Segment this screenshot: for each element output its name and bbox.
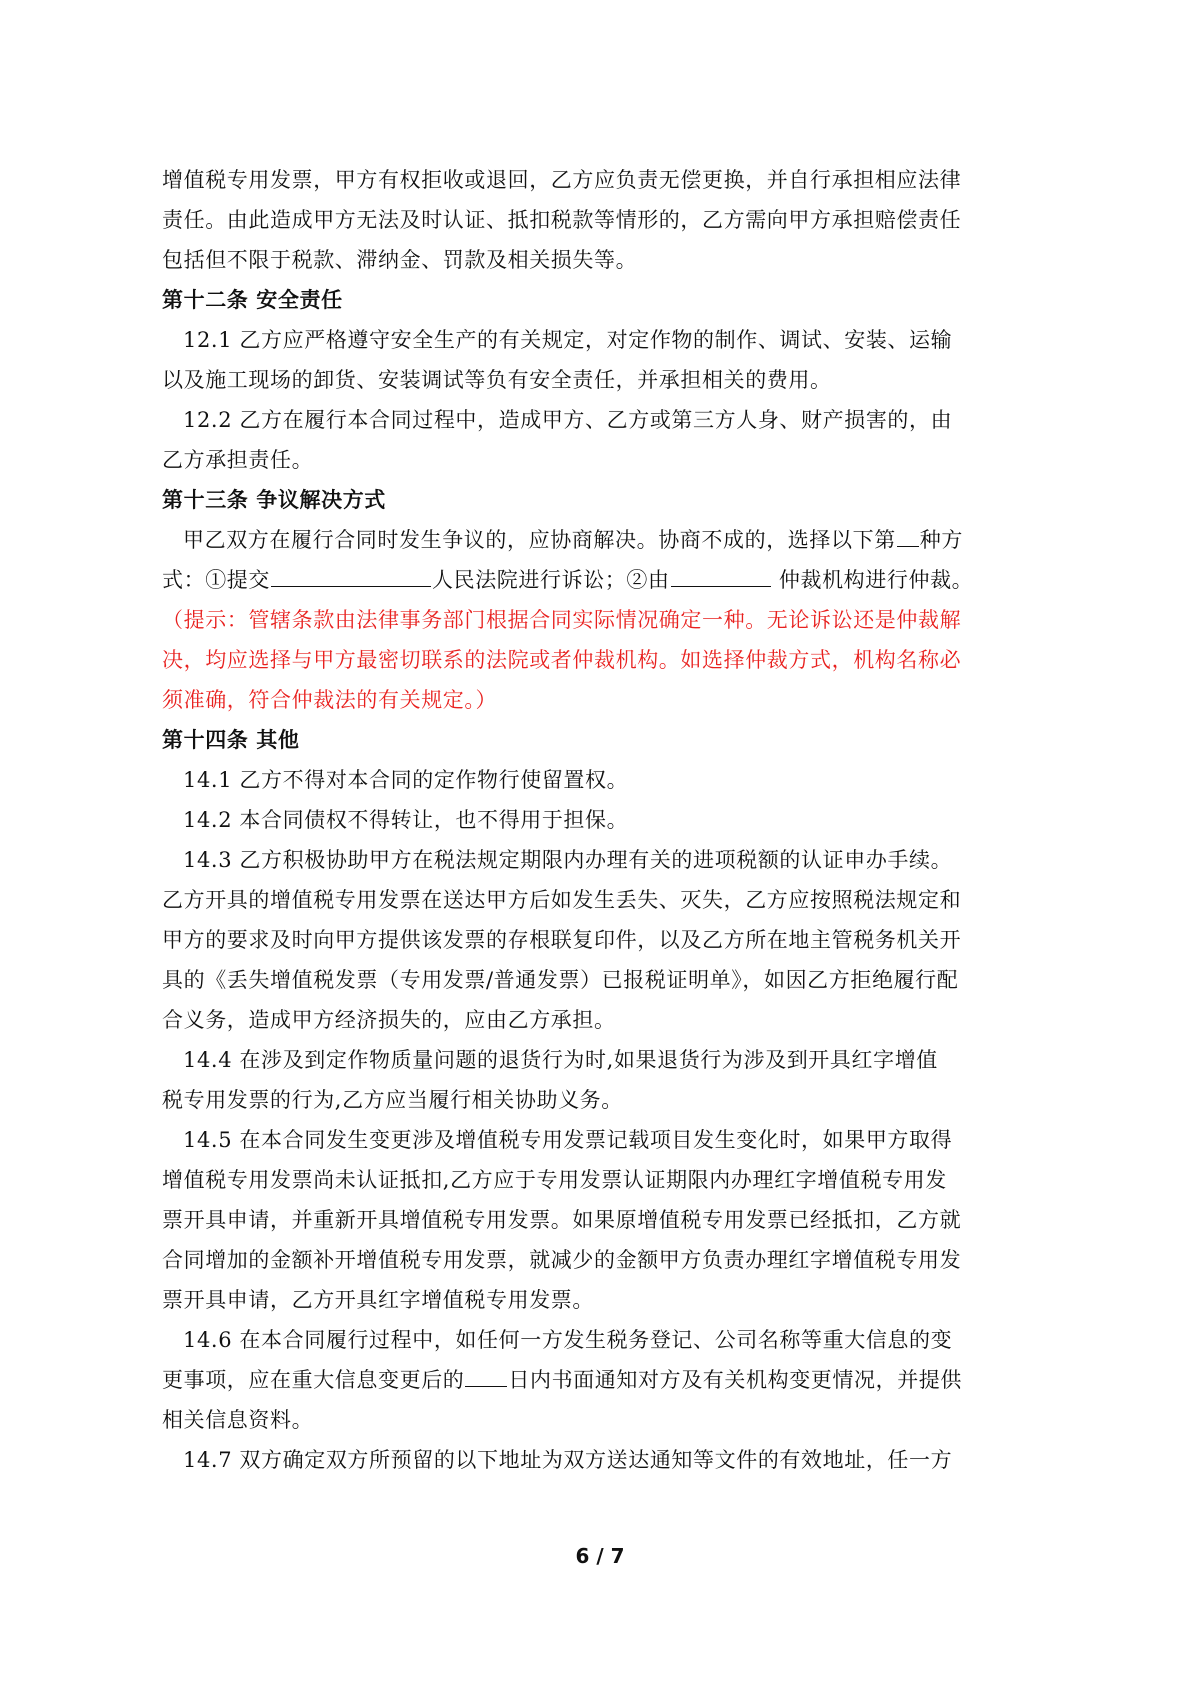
article-13-text: 甲乙双方在履行合同时发生争议的，应协商解决。协商不成的，选择以下第	[183, 528, 896, 552]
article-13-text: 种方	[919, 528, 963, 552]
clause-14-3-line: 甲方的要求及时向甲方提供该发票的存根联复印件，以及乙方所在地主管税务机关开	[162, 928, 962, 952]
clause-14-5-line: 合同增加的金额补开增值税专用发票，就减少的金额甲方负责办理红字增值税专用发	[162, 1248, 962, 1272]
clause-14-5-line: 14.5 在本合同发生变更涉及增值税专用发票记载项目发生变化时，如果甲方取得	[183, 1128, 953, 1152]
article-14-heading: 第十四条 其他	[162, 728, 300, 752]
clause-14-6-line: 相关信息资料。	[162, 1408, 314, 1432]
clause-14-3-line: 合义务，造成甲方经济损失的，应由乙方承担。	[162, 1008, 616, 1032]
clause-14-5-line: 票开具申请，乙方开具红字增值税专用发票。	[162, 1288, 594, 1312]
clause-12-2-line: 乙方承担责任。	[162, 448, 314, 472]
article-13-line	[162, 560, 1062, 600]
jurisdiction-note-line: 须准确，符合仲裁法的有关规定。）	[162, 688, 498, 712]
court-name-blank	[271, 564, 431, 587]
clause-14-7-line: 14.7 双方确定双方所预留的以下地址为双方送达通知等文件的有效地址，任一方	[183, 1448, 953, 1472]
clause-12-2-line: 12.2 乙方在履行本合同过程中，造成甲方、乙方或第三方人身、财产损害的，由	[183, 408, 953, 432]
clause-14-5-line: 票开具申请，并重新开具增值税专用发票。如果原增值税专用发票已经抵扣，乙方就	[162, 1208, 962, 1232]
body-text-line: 增值税专用发票，甲方有权拒收或退回，乙方应负责无偿更换，并自行承担相应法律	[162, 168, 962, 192]
jurisdiction-note-line: 决，均应选择与甲方最密切联系的法院或者仲裁机构。如选择仲裁方式，机构名称必	[162, 648, 962, 672]
clause-14-3-line: 14.3 乙方积极协助甲方在税法规定期限内办理有关的进项税额的认证申办手续。	[183, 848, 953, 872]
article-13-text: 式：①提交	[162, 568, 270, 592]
clause-14-3-line: 乙方开具的增值税专用发票在送达甲方后如发生丢失、灭失，乙方应按照税法规定和	[162, 888, 962, 912]
option-number-blank	[897, 524, 919, 547]
clause-12-1-line: 以及施工现场的卸货、安装调试等负有安全责任，并承担相关的费用。	[162, 368, 832, 392]
clause-14-5-line: 增值税专用发票尚未认证抵扣,乙方应于专用发票认证期限内办理红字增值税专用发	[162, 1168, 947, 1192]
clause-14-6-text: 日内书面通知对方及有关机构变更情况，并提供	[508, 1368, 963, 1392]
body-text-line: 责任。由此造成甲方无法及时认证、抵扣税款等情形的，乙方需向甲方承担赔偿责任	[162, 208, 962, 232]
clause-14-2-line: 14.2 本合同债权不得转让，也不得用于担保。	[183, 808, 629, 832]
notice-days-blank	[465, 1364, 507, 1387]
article-13-line	[162, 520, 1062, 560]
clause-14-6-line: 14.6 在本合同履行过程中，如任何一方发生税务登记、公司名称等重大信息的变	[183, 1328, 953, 1352]
clause-14-4-line: 14.4 在涉及到定作物质量问题的退货行为时,如果退货行为涉及到开具红字增值	[183, 1048, 938, 1072]
clause-14-1-line: 14.1 乙方不得对本合同的定作物行使留置权。	[183, 768, 629, 792]
body-text-line: 包括但不限于税款、滞纳金、罚款及相关损失等。	[162, 248, 638, 272]
clause-14-3-line: 具的《丢失增值税发票（专用发票/普通发票）已报税证明单》，如因乙方拒绝履行配	[162, 968, 959, 992]
clause-14-4-line: 税专用发票的行为,乙方应当履行相关协助义务。	[162, 1088, 623, 1112]
article-13-text: 仲裁机构进行仲裁。	[771, 568, 974, 592]
clause-12-1-line: 12.1 乙方应严格遵守安全生产的有关规定，对定作物的制作、调试、安装、运输	[183, 328, 953, 352]
jurisdiction-note-line: （提示：管辖条款由法律事务部门根据合同实际情况确定一种。无论诉讼还是仲裁解	[162, 608, 962, 632]
article-13-text: 人民法院进行诉讼；②由	[432, 568, 670, 592]
arbitration-name-blank	[671, 564, 771, 587]
page-number: 6 / 7	[575, 1544, 625, 1568]
article-12-heading: 第十二条 安全责任	[162, 288, 343, 312]
clause-14-6-text: 更事项，应在重大信息变更后的	[162, 1368, 465, 1392]
clause-14-6-line	[162, 1360, 1062, 1400]
article-13-heading: 第十三条 争议解决方式	[162, 488, 386, 512]
contract-page-body	[162, 160, 1062, 1480]
